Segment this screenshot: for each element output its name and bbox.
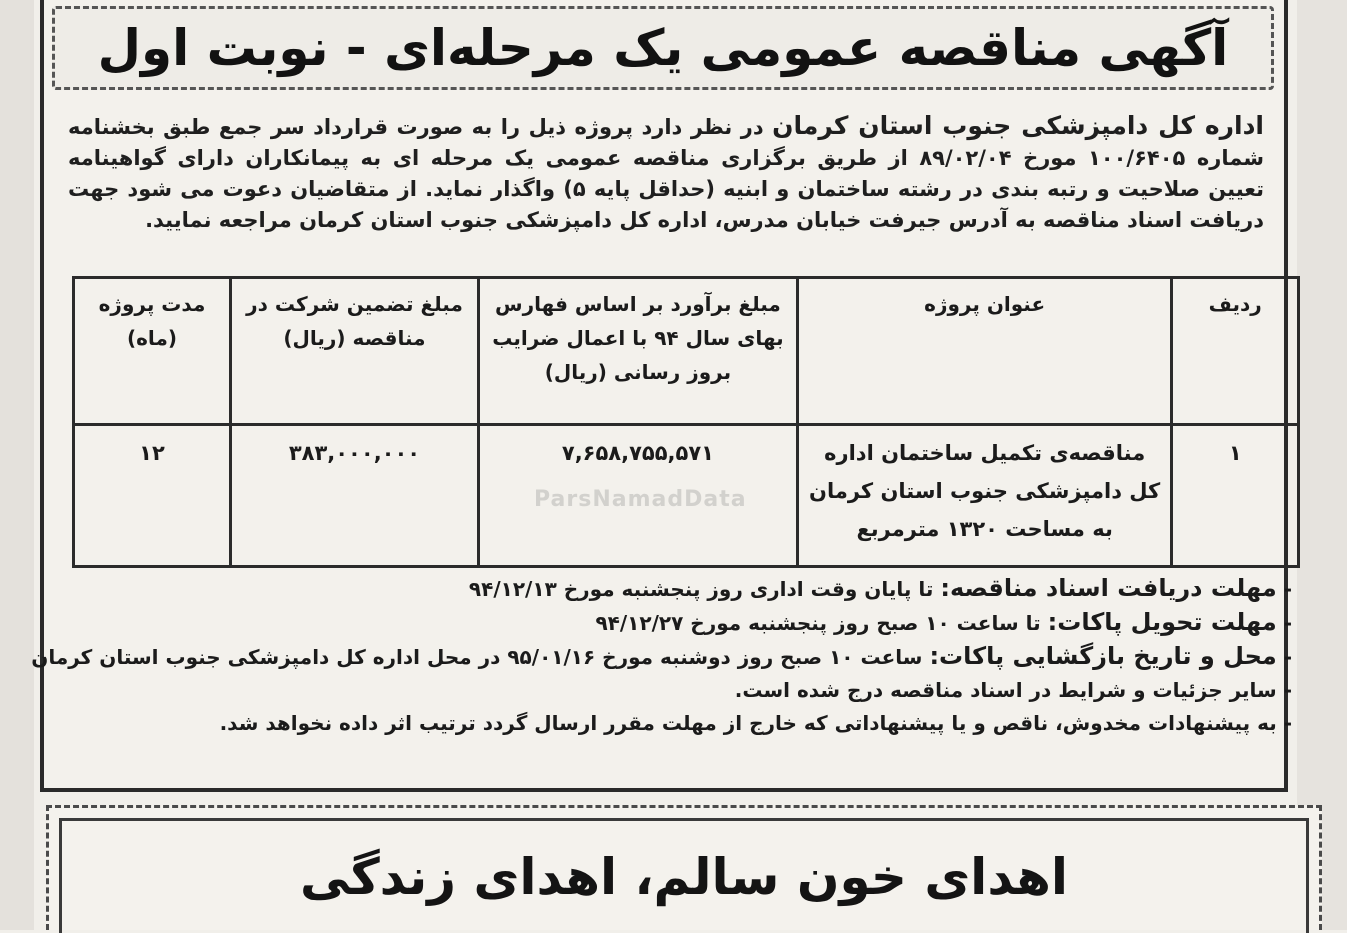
note-item: - به پیشنهادات مخدوش، ناقص و یا پیشنهاداتی که خارج از مهلت مقرر ارسال گردد ترتیب اثر داده نخواهد شد. bbox=[219, 711, 1292, 735]
table-header-row bbox=[74, 278, 1299, 425]
project-table bbox=[72, 276, 1300, 568]
slogan-box bbox=[46, 805, 1322, 930]
note-text: به پیشنهادات مخدوش، ناقص و یا پیشنهاداتی که خارج از مهلت مقرر ارسال گردد ترتیب اثر داده نخواهد شد. bbox=[219, 711, 1277, 735]
cell-guarantee: ۳۸۳,۰۰۰,۰۰۰ bbox=[230, 425, 478, 567]
header-guarantee: مبلغ تضمین شرکت در مناقصه (ریال) bbox=[230, 278, 478, 425]
adjacent-column-right bbox=[1297, 0, 1347, 930]
slogan-text: اهدای خون سالم، اهدای زندگی bbox=[299, 848, 1069, 906]
cell-estimate: ۷,۶۵۸,۷۵۵,۵۷۱ bbox=[478, 425, 797, 567]
slogan-inner bbox=[59, 818, 1309, 933]
deadline-label: مهلت تحویل پاکات: bbox=[1047, 608, 1277, 636]
deadline-text: تا ساعت ۱۰ صبح روز پنجشنبه مورخ ۹۴/۱۲/۲۷ bbox=[595, 611, 1041, 635]
organization-name: اداره کل دامپزشکی جنوب استان کرمان bbox=[772, 111, 1265, 140]
cell-index: ۱ bbox=[1172, 425, 1299, 567]
note-item: - سایر جزئیات و شرایط در اسناد مناقصه درج شده است. bbox=[734, 678, 1292, 702]
header-duration: مدت پروژه (ماه) bbox=[74, 278, 231, 425]
header-index: ردیف bbox=[1172, 278, 1299, 425]
deadline-text: ساعت ۱۰ صبح روز دوشنبه مورخ ۹۵/۰۱/۱۶ در محل اداره کل دامپزشکی جنوب استان کرمان bbox=[31, 645, 923, 669]
deadlines-list bbox=[31, 572, 1292, 740]
deadline-item: - مهلت تحویل پاکات: تا ساعت ۱۰ صبح روز پنجشنبه مورخ ۹۴/۱۲/۲۷ bbox=[595, 608, 1292, 636]
title-band bbox=[52, 6, 1274, 90]
notice-title: آگهی مناقصه عمومی یک مرحله‌ای - نوبت اول bbox=[97, 19, 1229, 77]
intro-body: در نظر دارد پروژه ذیل را به صورت قرارداد سر جمع طبق بخشنامه شماره ۱۰۰/۶۴۰۵ مورخ ۸۹/۰۲/۰۴ از طریق برگزاری مناقصه عمومی یک مرحله ای به پیمانکاران دارای گواهینامه تعیین صلاحیت و رتبه بندی در رشته ساختمان و ابنیه (حداقل پایه ۵) واگذار نماید. از متقاضیان دعوت می شود جهت دریافت اسناد مناقصه به آدرس جیرفت خیابان مدرس، اداره کل دامپزشکی جنوب استان کرمان مراجعه نمایید. bbox=[68, 115, 1265, 232]
cell-duration: ۱۲ bbox=[74, 425, 231, 567]
watermark-text: ParsNamadData bbox=[534, 487, 747, 512]
deadline-label: مهلت دریافت اسناد مناقصه: bbox=[940, 574, 1277, 602]
intro-paragraph bbox=[68, 110, 1264, 236]
deadline-text: تا پایان وقت اداری روز پنجشنبه مورخ ۹۴/۱۲/۱۳ bbox=[468, 577, 934, 601]
deadline-item: - مهلت دریافت اسناد مناقصه: تا پایان وقت اداری روز پنجشنبه مورخ ۹۴/۱۲/۱۳ bbox=[468, 574, 1292, 602]
tender-notice bbox=[31, 0, 1292, 792]
header-estimate: مبلغ برآورد بر اساس فهارس بهای سال ۹۴ با اعمال ضرایب بروز رسانی (ریال) bbox=[478, 278, 797, 425]
deadline-item: - محل و تاریخ بازگشایی پاکات: ساعت ۱۰ صبح روز دوشنبه مورخ ۹۵/۰۱/۱۶ در محل اداره کل دامپزشکی جنوب استان کرمان bbox=[31, 642, 1292, 670]
adjacent-column-left bbox=[0, 0, 34, 930]
deadline-label: محل و تاریخ بازگشایی پاکات: bbox=[929, 642, 1277, 670]
note-text: سایر جزئیات و شرایط در اسناد مناقصه درج شده است. bbox=[734, 678, 1277, 702]
cell-title: مناقصه‌ی تکمیل ساختمان اداره کل دامپزشکی جنوب استان کرمان به مساحت ۱۳۲۰ مترمربع bbox=[797, 425, 1172, 567]
header-title: عنوان پروژه bbox=[797, 278, 1172, 425]
